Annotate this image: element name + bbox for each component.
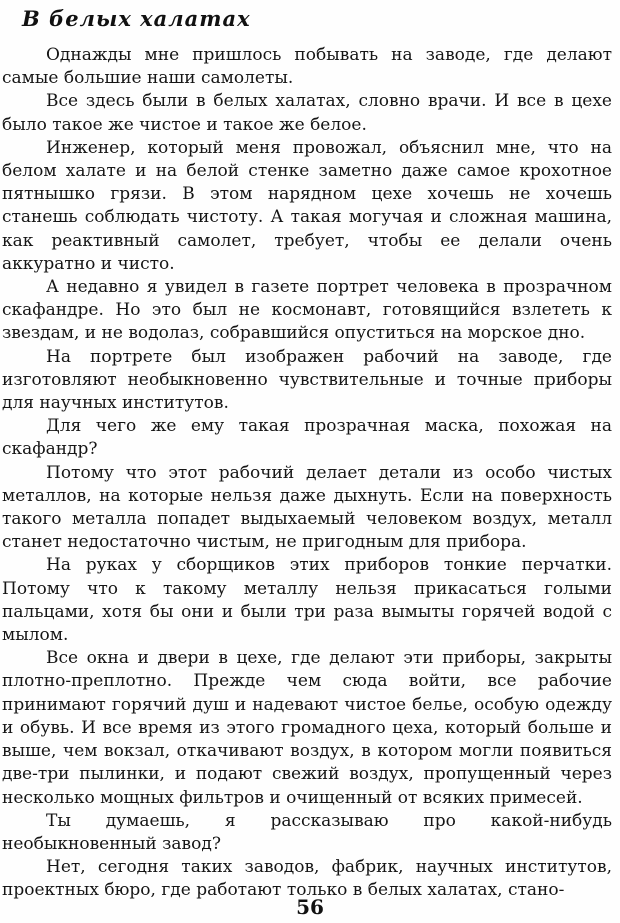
- paragraph: Однажды мне пришлось побывать на заводе, где делают самые большие наши самолеты.: [2, 45, 612, 89]
- paragraph: Для чего же ему такая прозрачная маска, похожая на скафандр?: [2, 416, 612, 460]
- paragraph: На портрете был изображен рабочий на заводе, где изготовляют необыкновенно чувствительные и точные приборы для научных институтов.: [2, 346, 612, 414]
- paragraph: Инженер, который меня провожал, объяснил мне, что на белом халате и на белой стенке заметно даже самое крохотное пятнышко грязи. В этом нарядном цехе хочешь не хочешь станешь соблюдать чистоту. А такая могучая и сложная машина, как реактивный самолет, требует, чтобы ее делали очень аккуратно и чисто.: [2, 137, 612, 274]
- paragraph: Все окна и двери в цехе, где делают эти приборы, закрыты плотно-преплотно. Прежде чем сюда войти, все рабочие принимают горячий душ и надевают чистое белье, особую одежду и обувь. И все время из этого громадного цеха, который больше и выше, чем вокзал, откачивают воздух, в котором могли появиться две-три пылинки, и подают свежий воздух, пропущенный через несколько мощных фильтров и очищенный от всяких примесей.: [2, 648, 612, 808]
- paragraph: Ты думаешь, я рассказываю про какой-нибудь необыкновенный завод?: [2, 810, 612, 854]
- paragraph: А недавно я увидел в газете портрет человека в прозрачном скафандре. Но это был не космонавт, готовящийся взлететь к звездам, и не водолаз, собравшийся опуститься на морское дно.: [2, 277, 612, 344]
- paragraph: Потому что этот рабочий делает детали из особо чистых металлов, на которые нельзя даже дыхнуть. Если на поверхность такого металла попадет выдыхаемый человеком воздух, металл станет недостаточно чистым, не пригодным для прибора.: [2, 462, 612, 553]
- chapter-title: В белых халатах: [22, 6, 251, 31]
- paragraph: Все здесь были в белых халатах, словно врачи. И все в цехе было такое же чистое и такое же белое.: [2, 91, 612, 135]
- paragraph: Нет, сегодня таких заводов, фабрик, научных институтов, проектных бюро, где работают только в белых халатах, стано-: [2, 857, 612, 901]
- paragraph: На руках у сборщиков этих приборов тонкие перчатки. Потому что к такому металлу нельзя прикасаться голыми пальцами, хотя бы они и были три раза вымыты горячей водой с мылом.: [2, 555, 612, 646]
- page-number: 56: [296, 895, 324, 919]
- body-text: [2, 44, 612, 903]
